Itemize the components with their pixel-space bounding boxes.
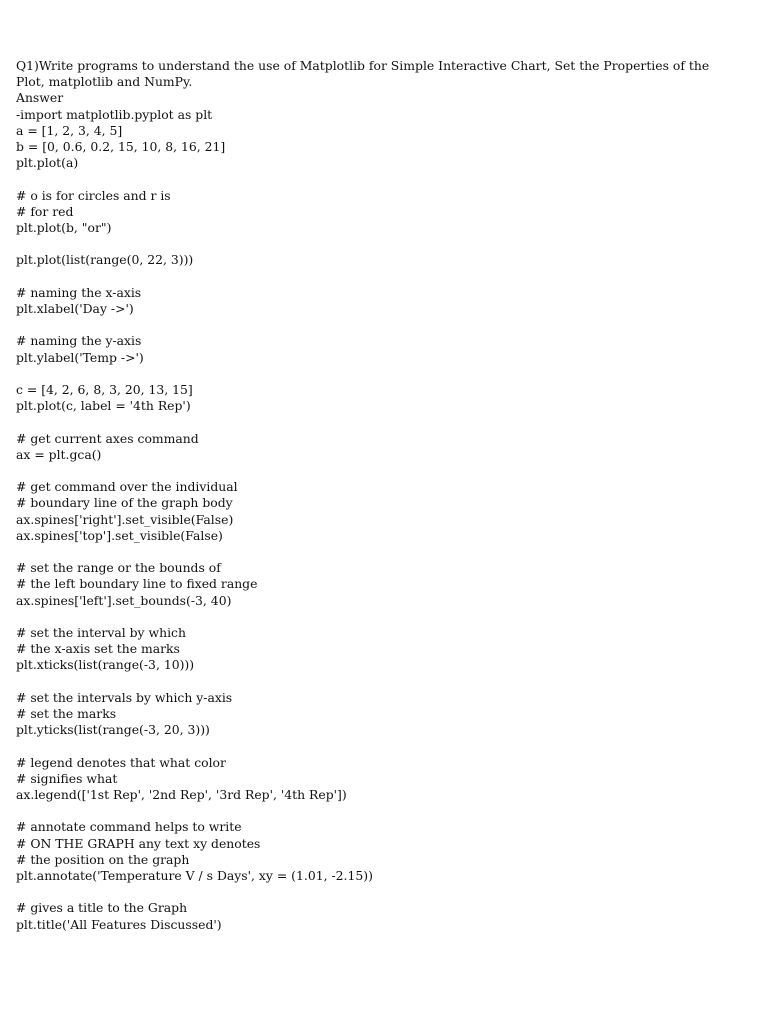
code-line: c = [4, 2, 6, 8, 3, 20, 13, 15] [16, 381, 193, 397]
code-line: plt.plot(b, "or") [16, 220, 112, 236]
blank-line [16, 544, 716, 560]
blank-line [16, 674, 716, 690]
code-comment-line: # set the range or the bounds of [16, 560, 221, 576]
code-comment-line: # get command over the individual [16, 479, 238, 495]
code-line: plt.plot(a) [16, 155, 79, 171]
blank-line [16, 884, 716, 900]
code-comment-line: # set the marks [16, 705, 117, 721]
code-line: plt.plot(list(range(0, 22, 3))) [16, 252, 194, 268]
code-comment-line: # naming the x-axis [16, 284, 142, 300]
code-comment-line: # set the intervals by which y-axis [16, 689, 233, 705]
blank-line [16, 236, 716, 252]
code-line: plt.xlabel('Day ->') [16, 301, 134, 316]
blank-line [16, 738, 716, 754]
answer-label: Answer [16, 90, 64, 106]
blank-line [16, 171, 716, 187]
code-line: ax.spines['right'].set_visible(False) [16, 511, 234, 527]
blank-line [16, 269, 716, 285]
question-text: Q1)Write programs to understand the use of Matplotlib for Simple Interactive Chart, Set the Properties of the Plot, matplotlib and NumPy. [16, 58, 710, 90]
code-line: ax = plt.gca() [16, 446, 102, 462]
blank-line [16, 414, 716, 430]
code-line: ax.spines['top'].set_visible(False) [16, 527, 223, 543]
blank-line [16, 609, 716, 625]
code-comment-line: # o is for circles and r is [16, 187, 171, 203]
code-comment-line: # the x-axis set the marks [16, 641, 180, 657]
code-line: a = [1, 2, 3, 4, 5] [16, 122, 123, 138]
blank-line [16, 803, 716, 819]
code-line: plt.title('All Features Discussed') [16, 916, 222, 932]
blank-line [16, 317, 716, 333]
code-comment-line: # ON THE GRAPH any text xy denotes [16, 835, 261, 851]
code-comment-line: # naming the y-axis [16, 333, 142, 349]
code-comment-line: # annotate command helps to write [16, 819, 242, 835]
code-line: plt.yticks(list(range(-3, 20, 3))) [16, 722, 210, 738]
code-line: b = [0, 0.6, 0.2, 15, 10, 8, 16, 21] [16, 139, 226, 155]
blank-line [16, 366, 716, 382]
code-comment-line: # for red [16, 203, 74, 219]
document-body [16, 58, 716, 933]
blank-line [16, 463, 716, 479]
code-comment-line: # signifies what [16, 770, 118, 786]
code-line: ax.spines['left'].set_bounds(-3, 40) [16, 592, 232, 608]
code-line: plt.xticks(list(range(-3, 10))) [16, 657, 195, 673]
code-line: plt.ylabel('Temp ->') [16, 349, 144, 365]
code-comment-line: # legend denotes that what color [16, 754, 226, 770]
code-line: plt.annotate('Temperature V / s Days', xy = (1.01, -2.15)) [16, 867, 373, 883]
code-line: plt.plot(c, label = '4th Rep') [16, 398, 191, 414]
code-comment-line: # the left boundary line to fixed range [16, 576, 258, 592]
code-comment-line: # the position on the graph [16, 851, 190, 867]
code-comment-line: # gives a title to the Graph [16, 900, 188, 916]
code-line: ax.legend(['1st Rep', '2nd Rep', '3rd Rep', '4th Rep']) [16, 786, 347, 802]
code-comment-line: # set the interval by which [16, 624, 186, 640]
code-comment-line: # get current axes command [16, 430, 199, 446]
code-line: -import matplotlib.pyplot as plt [16, 106, 213, 122]
code-comment-line: # boundary line of the graph body [16, 495, 233, 511]
